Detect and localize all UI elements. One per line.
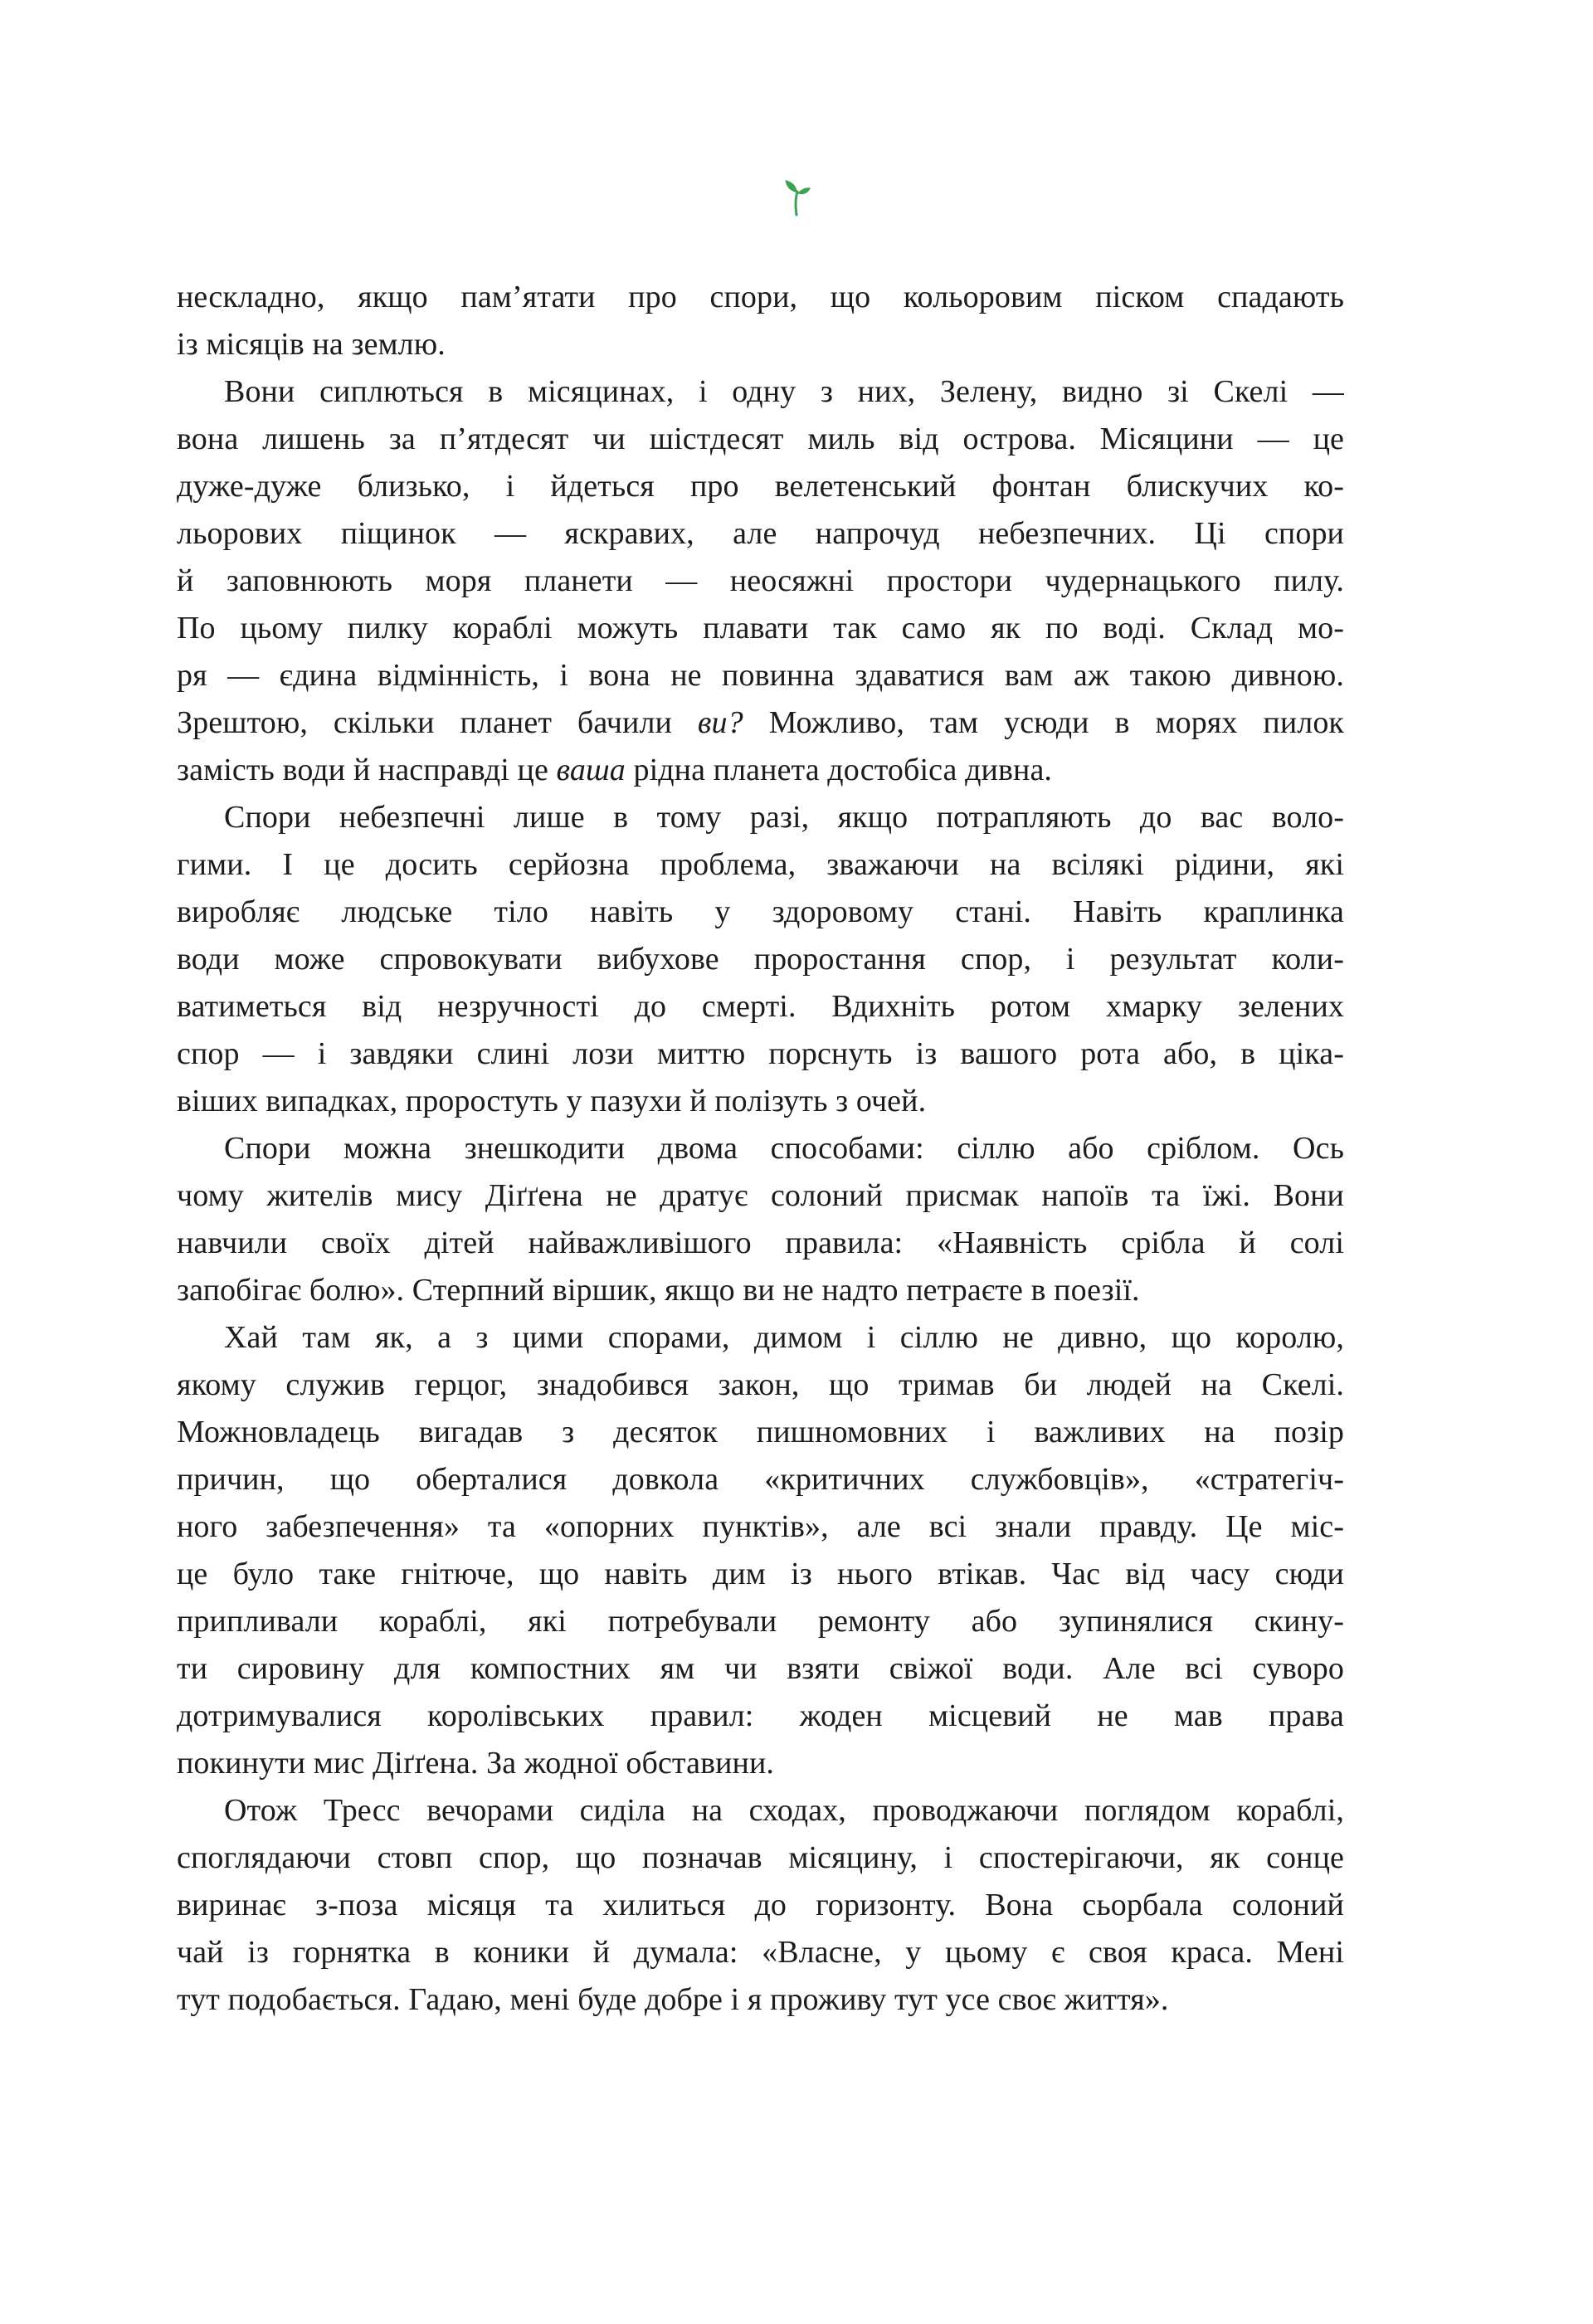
text-line: вона лишень за п’ятдесят чи шістдесят миль від острова. Місяцини — це [177, 421, 1344, 456]
text-line: тут подобається. Гадаю, мені буде добре і я проживу тут усе своє життя». [177, 1982, 1169, 2017]
text-line: гими. І це досить серйозна проблема, зважаючи на всілякі рідини, які [177, 847, 1344, 882]
chapter-ornament [0, 178, 1593, 220]
text-line: причин, що оберталися довкола «критичних службовців», «стратегіч- [177, 1462, 1344, 1497]
text-line: Отож Тресс вечорами сиділа на сходах, проводжаючи поглядом кораблі, [224, 1793, 1344, 1828]
text-line: чому жителів мису Діґґена не дратує солоний присмак напоїв та їжі. Вони [177, 1178, 1344, 1213]
text-line: ти сировину для компостних ям чи взяти свіжої води. Але всі суворо [177, 1651, 1344, 1686]
text-line: ного забезпечення» та «опорних пунктів», але всі знали правду. Це міс- [177, 1509, 1344, 1544]
text-line: й заповнюють моря планети — неосяжні простори чудернацького пилу. [177, 563, 1344, 598]
paragraph [177, 368, 1344, 794]
paragraph [177, 274, 1344, 368]
text-line: споглядаючи стовп спор, що позначав місяцину, і спостерігаючи, як сонце [177, 1840, 1344, 1875]
text-line: ватиметься від незручності до смерті. Вдихніть ротом хмарку зелених [177, 989, 1344, 1024]
text-line: дуже-дуже близько, і йдеться про велетенський фонтан блискучих ко- [177, 469, 1344, 504]
text-line: спор — і завдяки слині лози миттю порснуть із вашого рота або, в ціка- [177, 1036, 1344, 1071]
text-line: віших випадках, проростуть у пазухи й полізуть з очей. [177, 1084, 927, 1118]
text-line: це було таке гнітюче, що навіть дим із нього втікав. Час від часу сюди [177, 1557, 1344, 1591]
text-line: якому служив герцог, знадобився закон, що тримав би людей на Скелі. [177, 1367, 1344, 1402]
text-line: замість води й насправді це ваша рідна планета достобіса дивна. [177, 753, 1053, 787]
text-line: По цьому пилку кораблі можуть плавати так само як по воді. Склад мо- [177, 611, 1344, 646]
text-line: Спори небезпечні лише в тому разі, якщо потрапляють до вас воло- [224, 800, 1344, 835]
text-line: води може спровокувати вибухове проростання спор, і результат коли- [177, 942, 1344, 977]
text-line: запобігає болю». Стерпний віршик, якщо ви не надто петраєте в поезії. [177, 1273, 1140, 1308]
text-block [177, 274, 1344, 2024]
sprout-icon [778, 178, 815, 217]
paragraph [177, 794, 1344, 1125]
text-line: Хай там як, а з цими спорами, димом і сіллю не дивно, що королю, [224, 1320, 1344, 1355]
text-line: припливали кораблі, які потребували ремонту або зупинялися скину- [177, 1604, 1344, 1639]
text-line: Можновладець вигадав з десяток пишномовних і важливих на позір [177, 1415, 1344, 1449]
text-line: навчили своїх дітей найважливішого правила: «Наявність срібла й солі [177, 1225, 1344, 1260]
text-line: із місяців на землю. [177, 327, 446, 362]
text-line: покинути мис Діґґена. За жодної обставини. [177, 1746, 775, 1781]
paragraph [177, 1125, 1344, 1314]
text-line: виринає з-поза місяця та хилиться до горизонту. Вона сьорбала солоний [177, 1888, 1344, 1922]
text-line: виробляє людське тіло навіть у здоровому стані. Навіть краплинка [177, 894, 1344, 929]
paragraph [177, 1314, 1344, 1787]
text-line: Спори можна знешкодити двома способами: сіллю або сріблом. Ось [224, 1131, 1344, 1166]
paragraph [177, 1787, 1344, 2024]
text-line: нескладно, якщо пам’ятати про спори, що кольоровим піском спадають [177, 280, 1344, 314]
text-line: ря — єдина відмінність, і вона не повинна здаватися вам аж такою дивною. [177, 658, 1344, 693]
text-line: Зрештою, скільки планет бачили ви? Можливо, там усюди в морях пилок [177, 705, 1344, 740]
text-line: Вони сиплються в місяцинах, і одну з них, Зелену, видно зі Скелі — [224, 374, 1344, 409]
text-line: чай із горнятка в коники й думала: «Власне, у цьому є своя краса. Мені [177, 1935, 1344, 1970]
text-line: льорових піщинок — яскравих, але напрочуд небезпечних. Ці спори [177, 516, 1344, 551]
text-line: дотримувалися королівських правил: жоден місцевий не мав права [177, 1698, 1344, 1733]
